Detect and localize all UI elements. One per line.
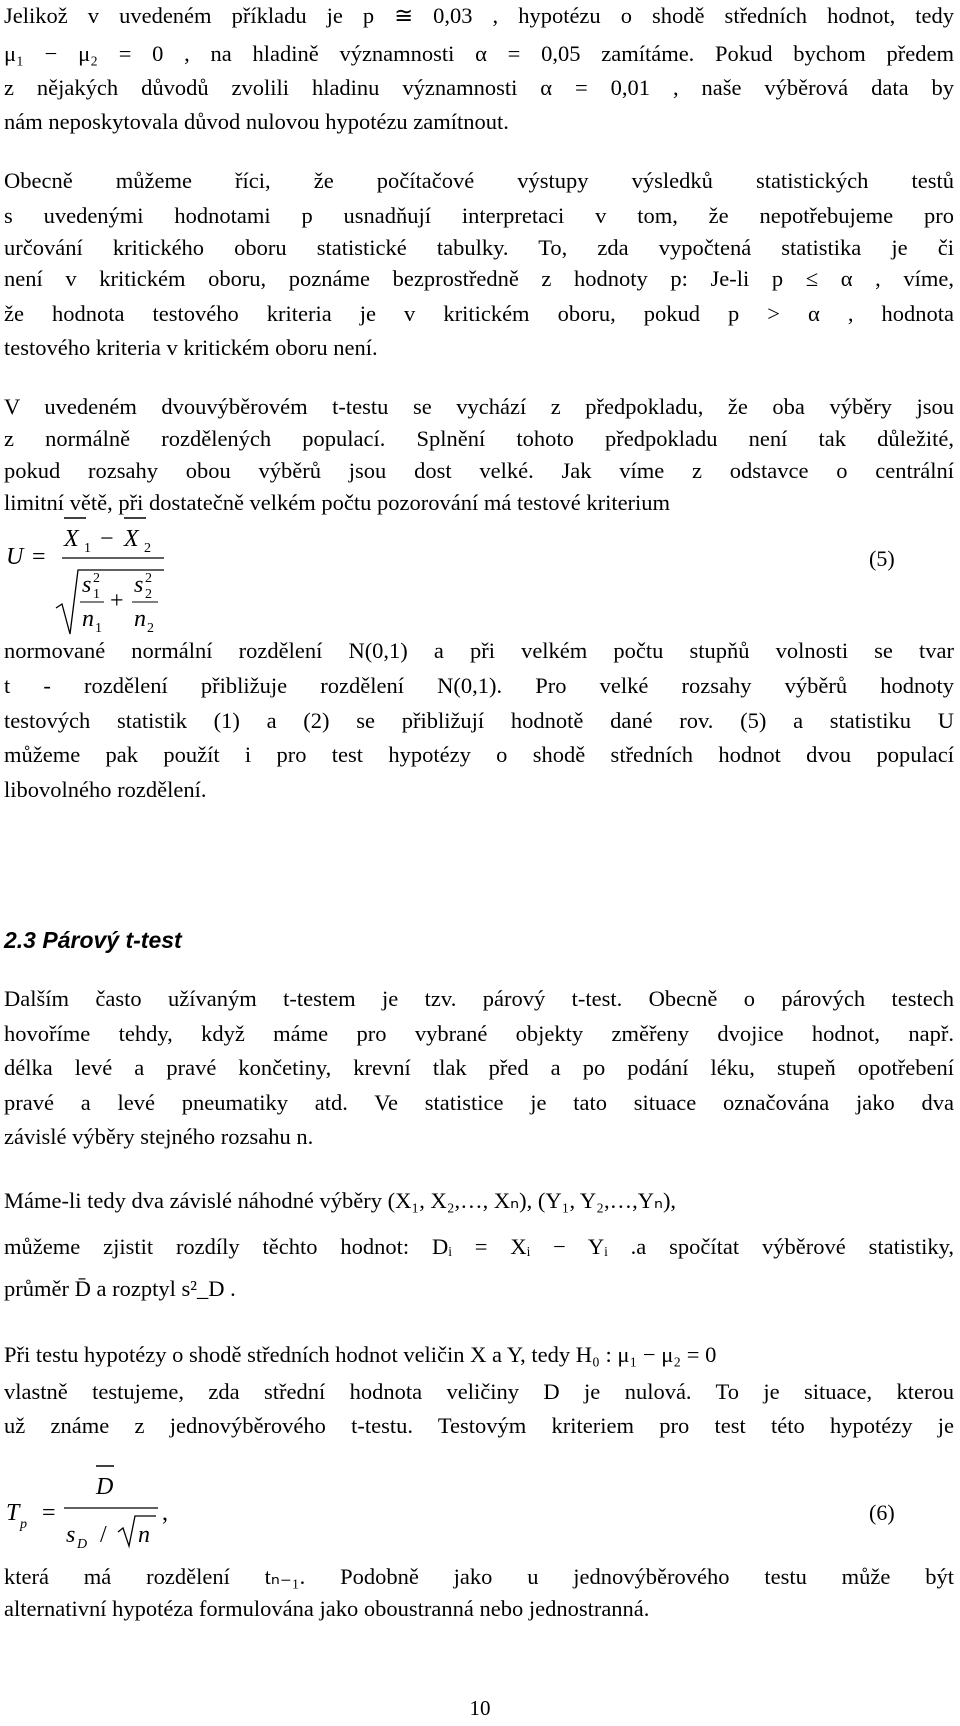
text-line: vlastně testujeme, zda střední hodnota veličiny D je nulová. To je situace, kterou — [4, 1379, 954, 1404]
equation-6 — [0, 1444, 960, 1554]
text-line: Obecně můžeme říci, že počítačové výstupy výsledků statistických testů — [4, 168, 954, 193]
eq5-s1-sup: 2 — [93, 571, 100, 586]
eq5-n2-sub: 2 — [147, 621, 154, 636]
eq6-den-n: n — [138, 1522, 150, 1548]
eq5-s1: s — [82, 572, 92, 598]
eq5-minus: − — [100, 526, 114, 552]
text-line: Jelikož v uvedeném příkladu je p ≅ 0,03 , hypotézu o shodě středních hodnot, tedy — [4, 3, 954, 28]
eq6-slash: / — [100, 1522, 107, 1548]
text-line: t - rozdělení přibližuje rozdělení N(0,1). Pro velké rozsahy výběrů hodnoty — [4, 673, 954, 698]
eq5-s2-sub: 2 — [145, 587, 152, 602]
text-line: normované normální rozdělení N(0,1) a při velkém počtu stupňů volnosti se tvar — [4, 638, 954, 663]
text-line: testových statistik (1) a (2) se přibližují hodnotě dané rov. (5) a statistiku U — [4, 708, 954, 733]
eq5-x2-sub: 2 — [144, 541, 151, 556]
equation-5 — [0, 510, 960, 645]
text-line: Při testu hypotézy o shodě středních hodnot veličin X a Y, tedy H₀ : μ₁ − μ₂ = 0 — [4, 1342, 717, 1367]
eq5-plus: + — [110, 588, 124, 614]
text-line: závislé výběry stejného rozsahu n. — [4, 1124, 314, 1149]
text-line: už známe z jednovýběrového t-testu. Testovým kriteriem pro test této hypotézy je — [4, 1413, 954, 1438]
text-line: libovolného rozdělení. — [4, 777, 207, 802]
text-line: Dalším často užívaným t-testem je tzv. párový t-test. Obecně o párových testech — [4, 986, 954, 1011]
eq5-equals: = — [32, 544, 46, 570]
eq5-s2-sup: 2 — [145, 571, 152, 586]
eq5-n2: n — [134, 606, 146, 632]
eq5-n1-sub: 1 — [95, 621, 102, 636]
eq5-s1-sub: 1 — [93, 587, 100, 602]
eq6-den-s: s — [66, 1522, 76, 1548]
text-line: délka levé a pravé končetiny, krevní tlak před a po podání léku, stupeň opotřebení — [4, 1055, 954, 1080]
text-line: která má rozdělení tₙ₋₁. Podobně jako u jednovýběrového testu může být — [4, 1564, 954, 1589]
eq6-comma: , — [162, 1500, 168, 1526]
text-line: hovoříme tehdy, když máme pro vybrané objekty změřeny dvojice hodnot, např. — [4, 1021, 954, 1046]
text-line: není v kritickém oboru, poznáme bezprostředně z hodnoty p: Je-li p ≤ α , víme, — [4, 266, 954, 291]
text-line: pravé a levé pneumatiky atd. Ve statistice je tato situace označována jako dva — [4, 1090, 954, 1115]
eq6-lhs: T — [6, 1500, 20, 1526]
text-line: můžeme zjistit rozdíly těchto hodnot: Dᵢ = Xᵢ − Yᵢ .a spočítat výběrové statistiky, — [4, 1234, 954, 1259]
text-line: můžeme pak použít i pro test hypotézy o shodě středních hodnot dvou populací — [4, 742, 954, 767]
text-line: že hodnota testového kriteria je v kritickém oboru, pokud p > α , hodnota — [4, 301, 954, 326]
text-line: V uvedeném dvouvýběrovém t-testu se vychází z předpokladu, že oba výběry jsou — [4, 394, 954, 419]
text-line: z normálně rozdělených populací. Splnění tohoto předpokladu není tak důležité, — [4, 426, 954, 451]
text-line: pokud rozsahy obou výběrů jsou dost velké. Jak víme z odstavce o centrální — [4, 458, 954, 483]
text-line: s uvedenými hodnotami p usnadňují interpretaci v tom, že nepotřebujeme pro — [4, 203, 954, 228]
eq5-s2: s — [134, 572, 144, 598]
text-line: alternativní hypotéza formulována jako oboustranná nebo jednostranná. — [4, 1596, 650, 1621]
page-number: 10 — [469, 1696, 491, 1720]
text-line: limitní větě, při dostatečně velkém počtu pozorování má testové kriterium — [4, 490, 671, 515]
text-line: Máme-li tedy dva závislé náhodné výběry (X₁, X₂,…, Xₙ), (Y₁, Y₂,…,Yₙ), — [4, 1188, 677, 1213]
eq5-lhs: U — [6, 544, 24, 570]
eq6-sqrt — [118, 1516, 156, 1546]
eq5-n1: n — [82, 606, 94, 632]
eq5-x1: X — [64, 526, 79, 552]
eq6-numerator: D — [96, 1474, 114, 1500]
text-line: průměr D̄ a rozptyl s²_D . — [4, 1276, 236, 1301]
text-line: nám neposkytovala důvod nulovou hypotézu zamítnout. — [4, 109, 509, 134]
eq6-lhs-sub: p — [20, 1517, 27, 1532]
text-line: μ₁ − μ₂ = 0 , na hladině významnosti α = 0,05 zamítáme. Pokud bychom předem — [4, 41, 954, 66]
eq5-x1-sub: 1 — [84, 541, 91, 556]
text-line: určování kritického oboru statistické tabulky. To, zda vypočtená statistika je či — [4, 235, 954, 260]
text-line: testového kriteria v kritickém oboru není. — [4, 335, 378, 360]
eq6-number: (6) — [869, 1500, 895, 1525]
eq5-number: (5) — [869, 546, 895, 571]
eq5-x2: X — [124, 526, 139, 552]
eq6-equals: = — [42, 1500, 56, 1526]
eq6-den-sub: D — [77, 1537, 88, 1552]
section-heading: 2.3 Párový t-test — [4, 927, 182, 953]
text-line: z nějakých důvodů zvolili hladinu významnosti α = 0,01 , naše výběrová data by — [4, 75, 954, 100]
